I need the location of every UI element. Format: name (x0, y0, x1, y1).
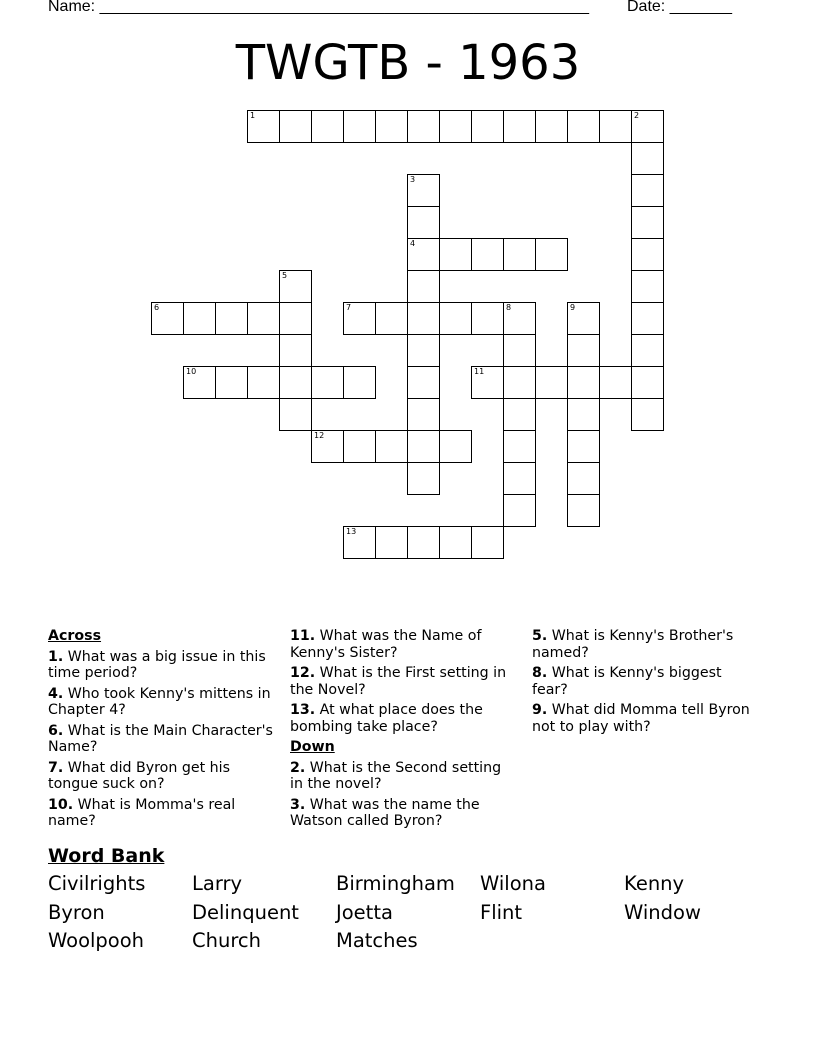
crossword-cell[interactable] (631, 270, 664, 303)
word-bank-heading: Word Bank (48, 845, 165, 867)
word-bank-item: Joetta (336, 901, 393, 924)
crossword-cell[interactable] (407, 334, 440, 367)
crossword-cell[interactable] (279, 398, 312, 431)
crossword-cell[interactable] (343, 110, 376, 143)
crossword-cell[interactable] (503, 110, 536, 143)
word-bank-item: Woolpooh (48, 929, 145, 952)
word-bank-item: Church (192, 929, 262, 952)
name-line: _______________________________________________________ (99, 0, 589, 15)
cell-number: 1 (250, 111, 256, 120)
crossword-cell[interactable] (343, 526, 376, 559)
clue-down-9: 9. What did Momma tell Byron not to play with? (532, 702, 750, 735)
crossword-cell[interactable] (375, 526, 408, 559)
name-label: Name: (48, 0, 96, 15)
crossword-cell[interactable] (215, 302, 248, 335)
clue-across-4: 4. Who took Kenny's mittens in Chapter 4? (48, 685, 271, 718)
crossword-cell[interactable] (631, 366, 664, 399)
crossword-cell[interactable] (567, 430, 600, 463)
crossword-cell[interactable] (567, 334, 600, 367)
crossword-cell[interactable] (503, 430, 536, 463)
crossword-cell[interactable] (279, 302, 312, 335)
cell-number: 10 (186, 367, 197, 376)
clue-across-10: 10. What is Momma's real name? (48, 796, 236, 829)
crossword-cell[interactable] (535, 238, 568, 271)
crossword-cell[interactable] (407, 366, 440, 399)
puzzle-title: TWGTB - 1963 (235, 35, 581, 91)
crossword-cell[interactable] (311, 110, 344, 143)
cell-number: 3 (410, 175, 416, 184)
crossword-cell[interactable] (631, 174, 664, 207)
cell-number: 7 (346, 303, 352, 312)
clues-column-3 (532, 628, 757, 739)
crossword-cell[interactable] (407, 302, 440, 335)
crossword-cell[interactable] (279, 366, 312, 399)
clue-across-1: 1. What was a big issue in this time period? (48, 648, 266, 681)
crossword-cell[interactable] (343, 366, 376, 399)
crossword-cell[interactable] (503, 302, 536, 335)
crossword-cell[interactable] (471, 366, 504, 399)
crossword-cell[interactable] (311, 430, 344, 463)
date-label: Date: (627, 0, 666, 15)
cell-number: 8 (506, 303, 512, 312)
crossword-cell[interactable] (471, 302, 504, 335)
crossword-cell[interactable] (631, 110, 664, 143)
crossword-cell[interactable] (183, 366, 216, 399)
cell-number: 4 (410, 239, 416, 248)
clue-down-3: 3. What was the name the Watson called Byron? (290, 796, 480, 829)
crossword-cell[interactable] (407, 270, 440, 303)
clue-down-8: 8. What is Kenny's biggest fear? (532, 665, 722, 698)
crossword-cell[interactable] (503, 334, 536, 367)
crossword-cell[interactable] (247, 366, 280, 399)
crossword-cell[interactable] (343, 430, 376, 463)
crossword-cell[interactable] (567, 366, 600, 399)
crossword-cell[interactable] (311, 366, 344, 399)
crossword-cell[interactable] (471, 526, 504, 559)
crossword-cell[interactable] (439, 110, 472, 143)
crossword-cell[interactable] (247, 110, 280, 143)
crossword-cell[interactable] (567, 110, 600, 143)
date-line: _______ (669, 0, 732, 15)
clues-column-1 (48, 628, 280, 834)
crossword-cell[interactable] (343, 302, 376, 335)
crossword-cell[interactable] (567, 302, 600, 335)
word-bank-item: Birmingham (336, 872, 455, 895)
word-bank-item: Wilona (480, 872, 546, 895)
clue-across-7: 7. What did Byron get his tongue suck on? (48, 759, 230, 792)
crossword-cell[interactable] (631, 238, 664, 271)
crossword-cell[interactable] (407, 526, 440, 559)
cell-number: 9 (570, 303, 576, 312)
crossword-cell[interactable] (599, 110, 632, 143)
crossword-cell[interactable] (503, 398, 536, 431)
clue-across-13: 13. At what place does the bombing take place? (290, 702, 483, 735)
crossword-cell[interactable] (567, 462, 600, 495)
crossword-cell[interactable] (375, 302, 408, 335)
crossword-cell[interactable] (503, 366, 536, 399)
crossword-cell[interactable] (439, 238, 472, 271)
word-bank-item: Window (624, 901, 701, 924)
cell-number: 12 (314, 431, 325, 440)
crossword-cell[interactable] (471, 238, 504, 271)
clue-across-11: 11. What was the Name of Kenny's Sister? (290, 628, 482, 661)
word-bank-item: Flint (480, 901, 523, 924)
crossword-cell[interactable] (631, 334, 664, 367)
crossword-cell[interactable] (567, 398, 600, 431)
clue-across-6: 6. What is the Main Character's Name? (48, 722, 273, 755)
word-bank-item: Delinquent (192, 901, 299, 924)
down-heading: Down (290, 739, 335, 755)
crossword-cell[interactable] (535, 110, 568, 143)
crossword-cell[interactable] (407, 238, 440, 271)
crossword-cell[interactable] (407, 174, 440, 207)
clue-down-5: 5. What is Kenny's Brother's named? (532, 628, 734, 661)
crossword-cell[interactable] (279, 270, 312, 303)
word-bank-item: Kenny (624, 872, 685, 895)
crossword-cell[interactable] (567, 494, 600, 527)
crossword-cell[interactable] (279, 110, 312, 143)
crossword-cell[interactable] (631, 398, 664, 431)
crossword-cell[interactable] (375, 110, 408, 143)
crossword-cell[interactable] (407, 110, 440, 143)
crossword-cell[interactable] (599, 366, 632, 399)
cell-number: 11 (474, 367, 485, 376)
crossword-cell[interactable] (631, 302, 664, 335)
crossword-cell[interactable] (471, 110, 504, 143)
word-bank-item: Civilrights (48, 872, 146, 895)
cell-number: 5 (282, 271, 288, 280)
crossword-cell[interactable] (503, 494, 536, 527)
across-heading: Across (48, 628, 102, 644)
crossword-cell[interactable] (151, 302, 184, 335)
crossword-cell[interactable] (407, 206, 440, 239)
crossword-cell[interactable] (407, 430, 440, 463)
cell-number: 6 (154, 303, 160, 312)
clue-across-12: 12. What is the First setting in the Novel? (290, 665, 507, 698)
crossword-cell[interactable] (407, 398, 440, 431)
crossword-cell[interactable] (183, 302, 216, 335)
crossword-cell[interactable] (503, 238, 536, 271)
word-bank-item: Larry (192, 872, 243, 895)
crossword-cell[interactable] (631, 142, 664, 175)
crossword-cell[interactable] (535, 366, 568, 399)
crossword-cell[interactable] (375, 430, 408, 463)
crossword-cell[interactable] (503, 462, 536, 495)
crossword-cell[interactable] (215, 366, 248, 399)
clues-column-2 (290, 628, 510, 834)
word-bank-item: Matches (336, 929, 418, 952)
crossword-cell[interactable] (439, 526, 472, 559)
clue-down-2: 2. What is the Second setting in the novel? (290, 759, 502, 792)
crossword-cell[interactable] (407, 462, 440, 495)
crossword-cell[interactable] (631, 206, 664, 239)
word-bank-item: Byron (48, 901, 105, 924)
cell-number: 2 (634, 111, 640, 120)
crossword-cell[interactable] (439, 302, 472, 335)
crossword-cell[interactable] (279, 334, 312, 367)
cell-number: 13 (346, 527, 357, 536)
crossword-cell[interactable] (439, 430, 472, 463)
crossword-cell[interactable] (247, 302, 280, 335)
